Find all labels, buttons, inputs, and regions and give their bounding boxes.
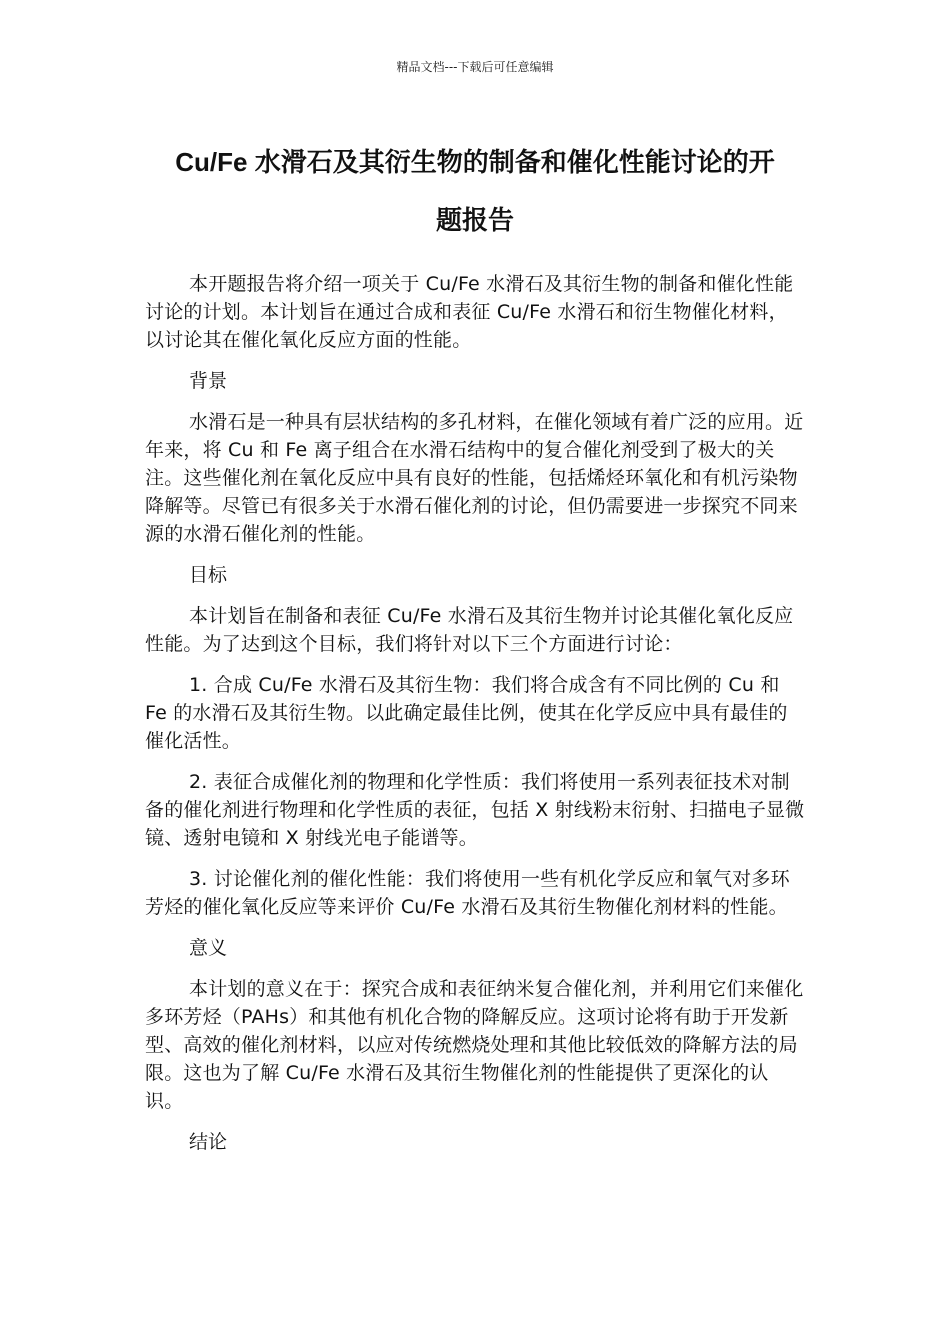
intro-paragraph: 本开题报告将介绍一项关于 Cu/Fe 水滑石及其衍生物的制备和催化性能讨论的计划。本计划旨在通过合成和表征 Cu/Fe 水滑石和衍生物催化材料，以讨论其在催化氧化反应方面的性能。 <box>145 273 794 351</box>
document-title <box>145 133 805 249</box>
background-paragraph: 水滑石是一种具有层状结构的多孔材料，在催化领域有着广泛的应用。近年来，将 Cu 和 Fe 离子组合在水滑石结构中的复合催化剂受到了极大的关注。这些催化剂在氧化反应中具有良好的性能，包括烯烃环氧化和有机污染物降解等。尽管已有很多关于水滑石催化剂的讨论，但仍需要进一步探究不同来源的水滑石催化剂的性能。 <box>145 411 804 545</box>
header-note: 精品文档---下载后可任意编辑 <box>396 60 554 74</box>
goal-paragraph: 本计划旨在制备和表征 Cu/Fe 水滑石及其衍生物并讨论其催化氧化反应性能。为了达到这个目标，我们将针对以下三个方面进行讨论： <box>145 605 794 655</box>
list-item-1: 1. 合成 Cu/Fe 水滑石及其衍生物：我们将合成含有不同比例的 Cu 和 Fe 的水滑石及其衍生物。以此确定最佳比例，使其在化学反应中具有最佳的催化活性。 <box>145 674 788 752</box>
list-item-3: 3. 讨论催化剂的催化性能：我们将使用一些有机化学反应和氧气对多环芳烃的催化氧化反应等来评价 Cu/Fe 水滑石及其衍生物催化剂材料的性能。 <box>145 868 790 918</box>
background-heading: 背景 <box>189 370 228 392</box>
significance-heading: 意义 <box>189 937 228 959</box>
conclusion-heading: 结论 <box>189 1131 228 1153</box>
goal-heading: 目标 <box>189 564 228 586</box>
significance-paragraph: 本计划的意义在于：探究合成和表征纳米复合催化剂，并利用它们来催化多环芳烃（PAHs）和其他有机化合物的降解反应。这项讨论将有助于开发新型、高效的催化剂材料，以应对传统燃烧处理和其他比较低效的降解方法的局限。这也为了解 Cu/Fe 水滑石及其衍生物催化剂的性能提供了更深化的认识。 <box>145 978 804 1112</box>
document-body <box>145 270 805 1169</box>
title-line-1: Cu/Fe 水滑石及其衍生物的制备和催化性能讨论的开 <box>175 147 775 177</box>
title-line-2: 题报告 <box>435 205 514 235</box>
list-item-2: 2. 表征合成催化剂的物理和化学性质：我们将使用一系列表征技术对制备的催化剂进行物理和化学性质的表征，包括 X 射线粉末衍射、扫描电子显微镜、透射电镜和 X 射线光电子能谱等。 <box>145 771 805 849</box>
